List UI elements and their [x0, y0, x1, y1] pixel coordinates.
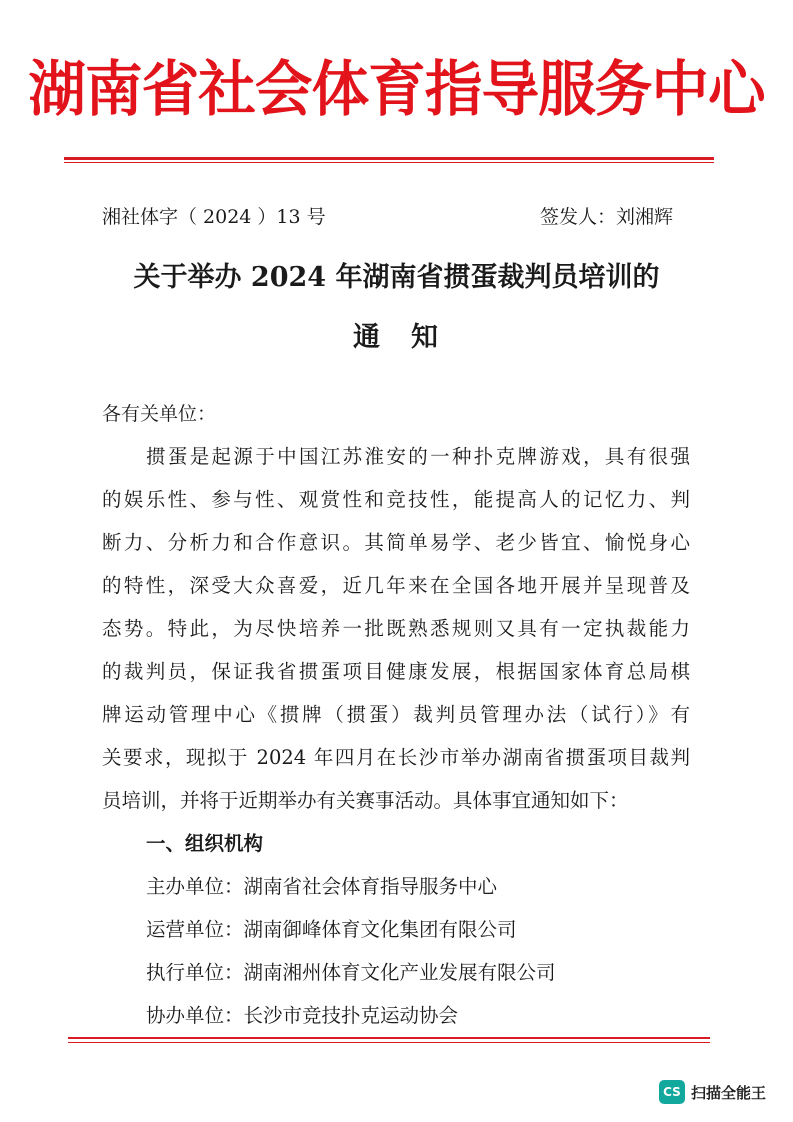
letterhead-title: 湖南省社会体育指导服务中心 — [28, 55, 765, 125]
executor-line: 执行单位：湖南湘州体育文化产业发展有限公司 — [146, 961, 556, 984]
body-paragraph-line: 断力、分析力和合作意识。其简单易学、老少皆宜、愉悦身心 — [102, 531, 690, 554]
letterhead — [0, 40, 793, 140]
signer: 签发人：刘湘辉 — [540, 206, 674, 228]
organizer-line: 主办单位：湖南省社会体育指导服务中心 — [146, 875, 498, 898]
body-paragraph-line: 掼蛋是起源于中国江苏淮安的一种扑克牌游戏，具有很强 — [146, 445, 690, 468]
letterhead-divider — [64, 157, 714, 160]
section-heading-organization: 一、组织机构 — [146, 832, 264, 855]
letterhead-divider-thin — [64, 162, 714, 163]
operator-line: 运营单位：湖南御峰体育文化集团有限公司 — [146, 918, 517, 941]
body-paragraph-line: 的特性，深受大众喜爱，近几年来在全国各地开展并呈现普及 — [102, 574, 690, 597]
footer-divider-thin — [68, 1042, 710, 1043]
document-title-line-2: 通 知 — [353, 322, 440, 353]
scanner-watermark — [659, 1078, 766, 1106]
salutation: 各有关单位： — [102, 403, 217, 425]
document-title-line-1: 关于举办 2024 年湖南省掼蛋裁判员培训的 — [133, 262, 660, 293]
body-paragraph-line: 员培训，并将于近期举办有关赛事活动。具体事宜通知如下： — [102, 789, 629, 812]
body-paragraph-line: 态势。特此，为尽快培养一批既熟悉规则又具有一定执裁能力 — [102, 617, 690, 640]
footer-divider — [68, 1037, 710, 1039]
body-paragraph-line: 的娱乐性、参与性、观赏性和竞技性，能提高人的记忆力、判 — [102, 488, 690, 511]
body-paragraph-line: 的裁判员，保证我省掼蛋项目健康发展，根据国家体育总局棋 — [102, 660, 690, 683]
body-paragraph-line: 关要求，现拟于 2024 年四月在长沙市举办湖南省掼蛋项目裁判 — [102, 746, 690, 769]
document-number: 湘社体字（ 2024 ）13 号 — [102, 206, 326, 228]
body-paragraph-line: 牌运动管理中心《掼牌（掼蛋）裁判员管理办法（试行）》有 — [102, 703, 690, 726]
scanner-app-name: 扫描全能王 — [691, 1083, 767, 1102]
co-organizer-line: 协办单位：长沙市竞技扑克运动协会 — [146, 1004, 459, 1027]
scanner-logo-icon: CS — [659, 1080, 685, 1104]
